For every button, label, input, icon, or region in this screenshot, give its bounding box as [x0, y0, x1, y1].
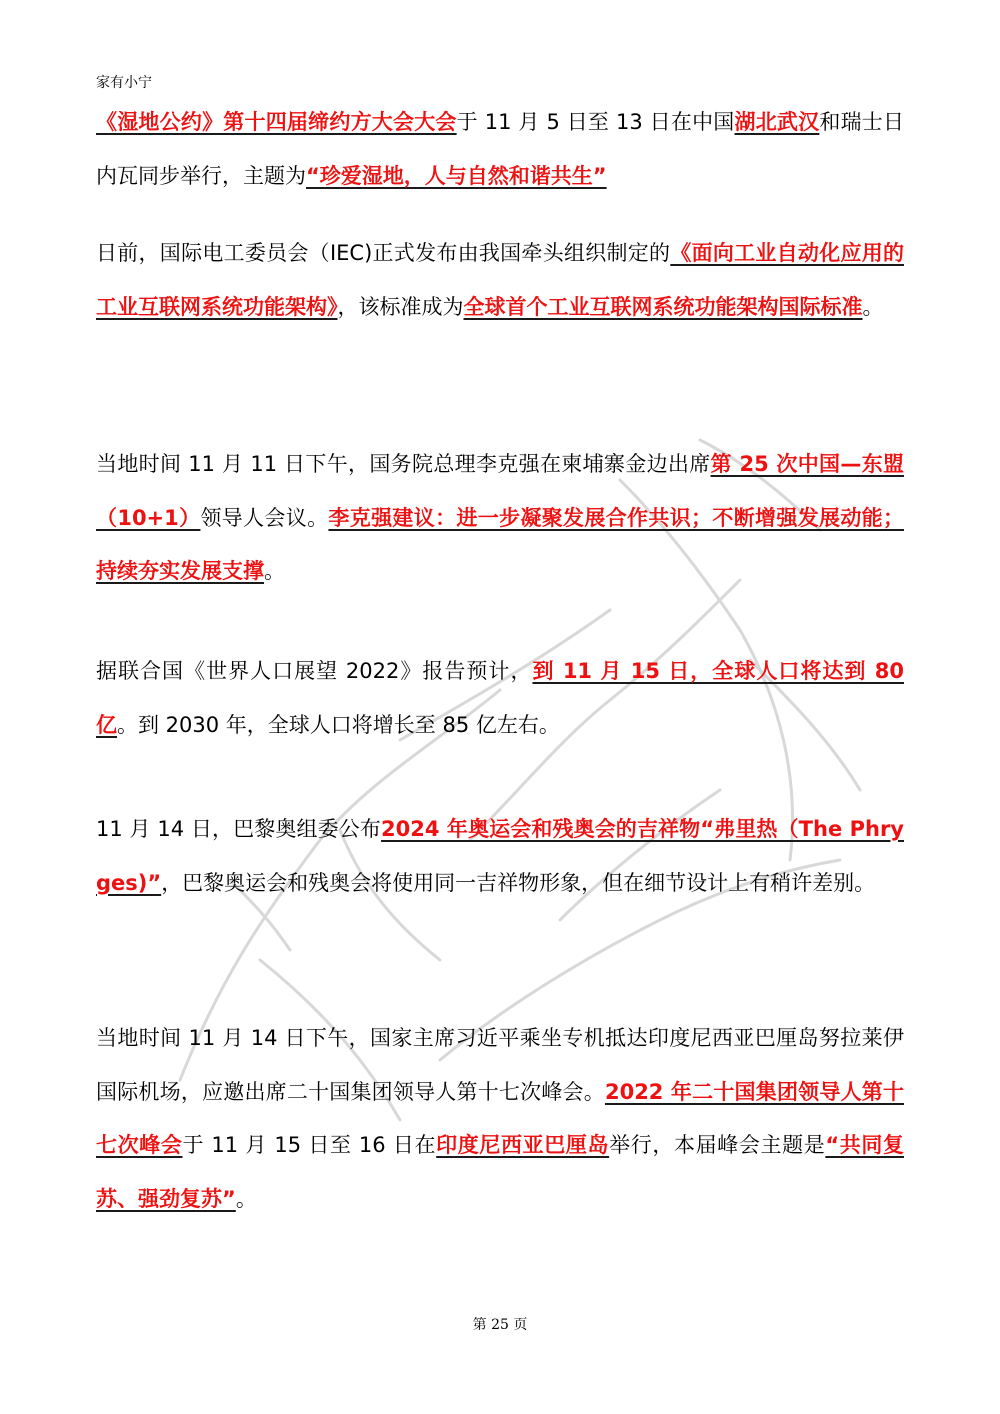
body-text: 。到 2030 年，全球人口将增长至 85 亿左右。	[117, 712, 560, 737]
page-header: 家有小宁	[96, 75, 152, 91]
highlighted-text: 《面向工业自动化应用的工业互联网系统功能架构》	[96, 241, 904, 319]
highlighted-text: 全球首个工业互联网系统功能架构国际标准	[463, 294, 863, 319]
body-text: 。	[235, 1186, 257, 1211]
body-text: ，该标准成为	[337, 294, 464, 319]
body-text: 日前，国际电工委员会（IEC)正式发布由我国牵头组织制定的	[96, 241, 671, 265]
news-paragraph	[96, 438, 904, 599]
body-text: 举行，本届峰会主题是	[609, 1133, 826, 1157]
news-paragraph	[96, 227, 904, 334]
highlighted-text: 《湿地公约》第十四届缔约方大会大会	[96, 110, 457, 134]
page-number: 第 25 页	[472, 1317, 528, 1333]
body-text: 领导人会议。	[200, 505, 329, 530]
highlighted-text: 湖北武汉	[734, 110, 820, 134]
body-text: 。	[264, 559, 285, 583]
highlighted-text: 印度尼西亚巴厘岛	[436, 1133, 610, 1157]
news-paragraph	[96, 1012, 904, 1226]
body-text: 据联合国《世界人口展望 2022》报告预计，	[96, 659, 533, 683]
news-paragraph	[96, 803, 904, 910]
body-text: 于 11 月 15 日至 16 日在	[182, 1133, 437, 1157]
body-text: 当地时间 11 月 14 日下午，国家主席习近平乘坐专机抵达印度尼西亚巴厘岛努拉莱伊国际机场，应邀出席二十国集团领导人第十七次峰会。	[96, 1026, 904, 1104]
body-text: 和瑞士日内瓦同步举行，主题为	[96, 110, 905, 188]
highlighted-text: “共同复苏、强劲复苏”	[96, 1133, 905, 1211]
body-text: ，巴黎奥运会和残奥会将使用同一吉祥物形象，但在细节设计上有稍许差别。	[161, 870, 876, 895]
body-text: 当地时间 11 月 11 日下午，国务院总理李克强在柬埔寨金边出席	[96, 452, 711, 476]
body-text: 。	[862, 294, 884, 319]
news-paragraph	[96, 645, 904, 752]
highlighted-text: 2022 年二十国集团领导人第十七次峰会	[96, 1079, 904, 1157]
body-text: 于 11 月 5 日至 13 日在中国	[456, 110, 735, 134]
body-text: 11 月 14 日，巴黎奥组委公布	[96, 817, 381, 841]
highlighted-text: 第 25 次中国—东盟（10+1）	[96, 452, 904, 530]
highlighted-text: 到 11 月 15 日，全球人口将达到 80 亿	[96, 659, 904, 737]
highlighted-text: 2024 年奥运会和残奥会的吉祥物“弗里热（The Phryges)”	[96, 817, 905, 895]
news-paragraph	[96, 96, 904, 203]
highlighted-text: 李克强建议：进一步凝聚发展合作共识；不断增强发展动能；持续夯实发展支撑	[96, 505, 905, 583]
highlighted-text: “珍爱湿地，人与自然和谐共生”	[306, 163, 607, 188]
